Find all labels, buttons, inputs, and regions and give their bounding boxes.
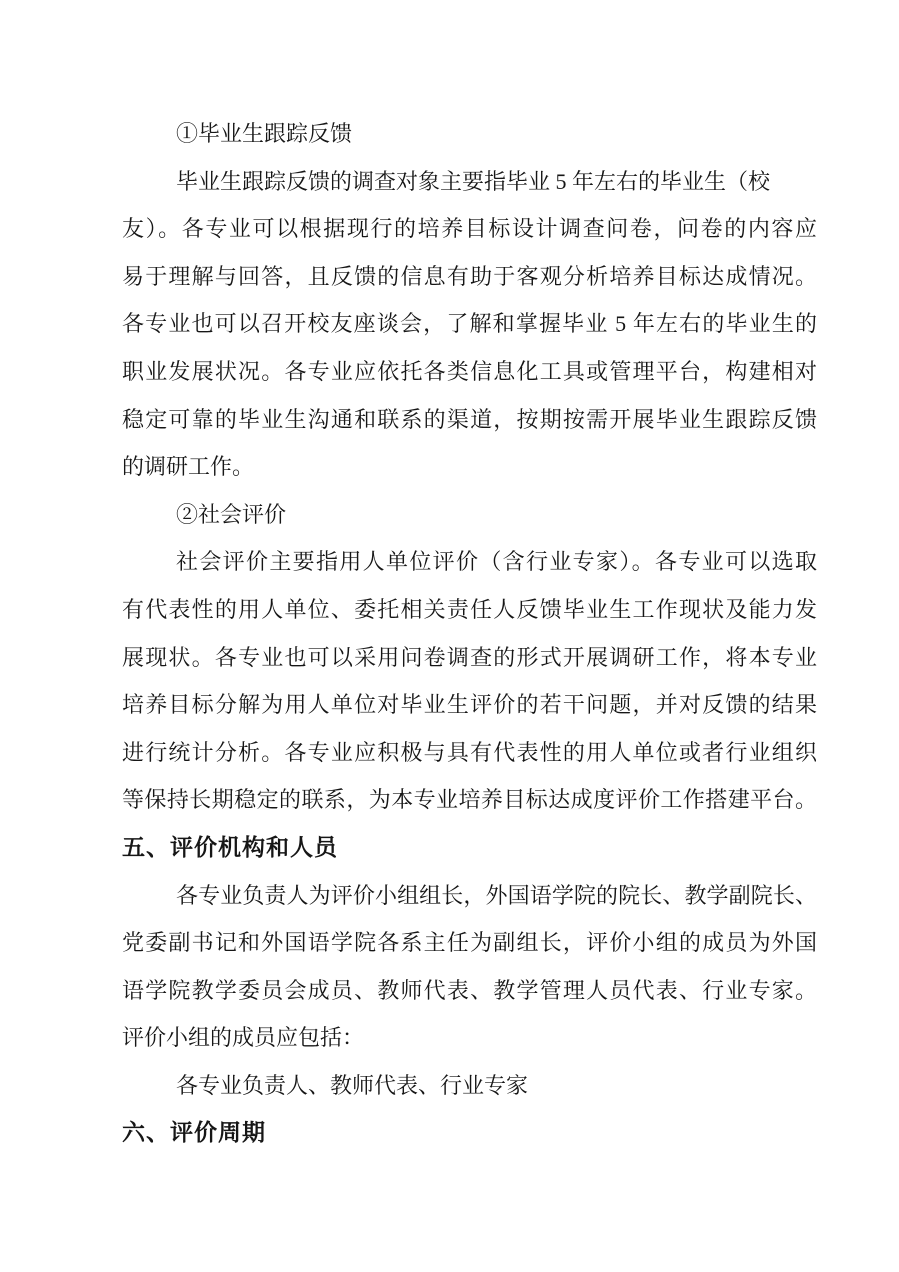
text-line: 有代表性的用人单位、委托相关责任人反馈毕业生工作现状及能力发: [122, 596, 817, 622]
text-line: 进行统计分析。各专业应积极与具有代表性的用人单位或者行业组织: [122, 739, 817, 765]
text-line: 各专业负责人为评价小组组长，外国语学院的院长、教学副院长、: [176, 882, 817, 908]
document-text-area: [122, 110, 817, 1157]
text-line: 的调研工作。: [122, 454, 255, 480]
text-line: 易于理解与回答，且反馈的信息有助于客观分析培养目标达成情况。: [122, 263, 817, 289]
text-line: 等保持长期稳定的联系，为本专业培养目标达成度评价工作搭建平台。: [122, 787, 817, 813]
text-line: 社会评价主要指用人单位评价（含行业专家）。各专业可以选取: [176, 549, 817, 575]
text-line: 培养目标分解为用人单位对毕业生评价的若干问题，并对反馈的结果: [122, 692, 817, 718]
text-line: 职业发展状况。各专业应依托各类信息化工具或管理平台，构建相对: [122, 358, 817, 384]
text-line: ①毕业生跟踪反馈: [176, 121, 353, 146]
text-line: 语学院教学委员会成员、教师代表、教学管理人员代表、行业专家。: [122, 977, 817, 1003]
text-line: 稳定可靠的毕业生沟通和联系的渠道，按期按需开展毕业生跟踪反馈: [122, 406, 817, 432]
section-heading: 五、评价机构和人员: [122, 833, 338, 860]
text-line: 展现状。各专业也可以采用问卷调查的形式开展调研工作，将本专业: [122, 644, 817, 670]
text-line: 毕业生跟踪反馈的调查对象主要指毕业 5 年左右的毕业生（校: [176, 168, 771, 194]
text-line: ②社会评价: [176, 501, 287, 527]
text-line: 各专业也可以召开校友座谈会，了解和掌握毕业 5 年左右的毕业生的: [122, 311, 817, 337]
text-line: 各专业负责人、教师代表、行业专家: [176, 1072, 529, 1098]
section-heading: 六、评价周期: [122, 1119, 266, 1146]
text-line: 党委副书记和外国语学院各系主任为副组长，评价小组的成员为外国: [122, 930, 817, 956]
text-line: 评价小组的成员应包括：: [122, 1025, 365, 1051]
text-line: 友）。各专业可以根据现行的培养目标设计调查问卷，问卷的内容应: [122, 216, 817, 242]
